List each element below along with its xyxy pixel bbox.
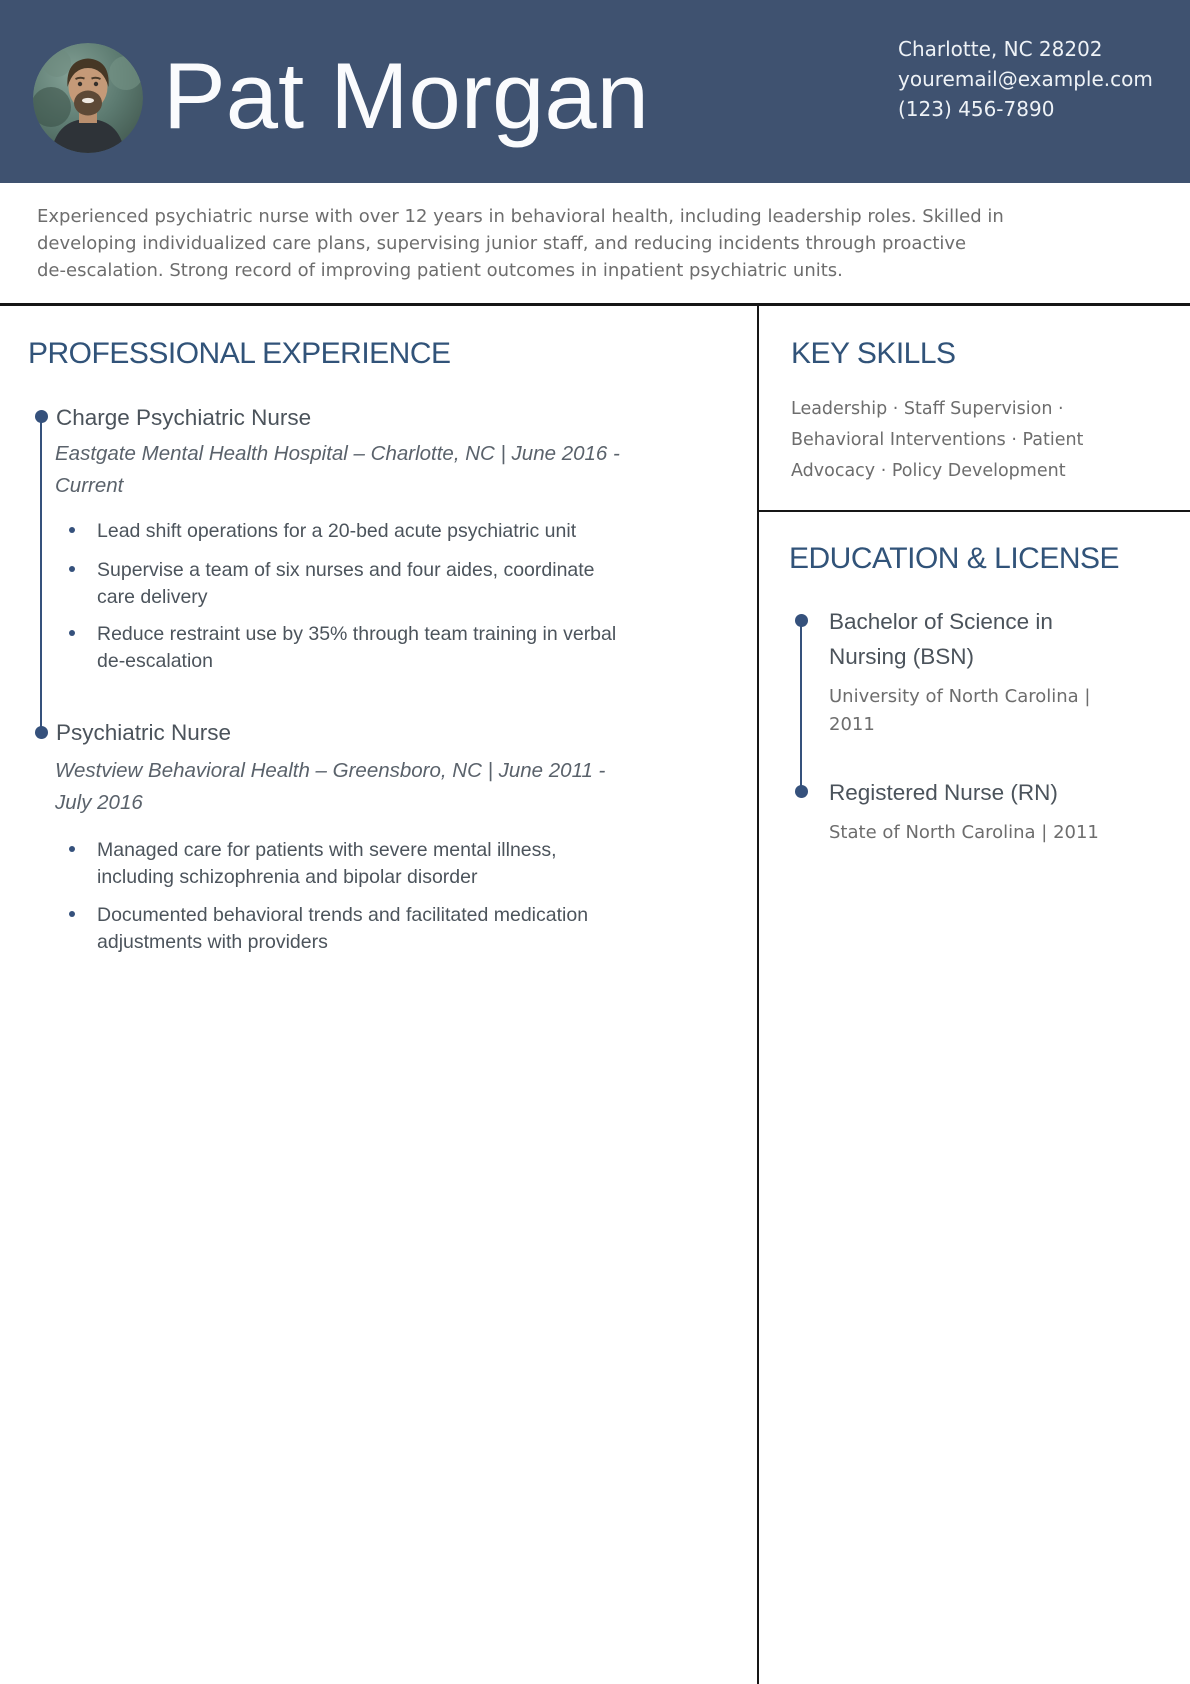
timeline-dot [795, 614, 808, 627]
contact-block [898, 34, 1153, 124]
summary-paragraph [37, 203, 1004, 284]
education-title-line: Nursing (BSN) [829, 644, 975, 669]
timeline-dot [35, 726, 48, 739]
job-bullet [69, 557, 595, 611]
bullet-marker-icon [69, 527, 75, 533]
bullet-line: Reduce restraint use by 35% through team training in verbal [97, 623, 617, 645]
bullet-marker-icon [69, 630, 75, 636]
horizontal-divider [0, 303, 1190, 306]
bullet-line: care delivery [97, 586, 208, 608]
skills-heading: KEY SKILLS [791, 337, 956, 370]
bullet-marker-icon [69, 566, 75, 572]
job-title: Charge Psychiatric Nurse [56, 405, 312, 430]
bullet-marker-icon [69, 846, 75, 852]
job-title: Psychiatric Nurse [56, 720, 232, 745]
contact-location: Charlotte, NC 28202 [898, 37, 1103, 61]
skills-divider [759, 510, 1190, 512]
person-name: Pat Morgan [163, 43, 649, 148]
job-bullet [69, 518, 576, 545]
skills-line: Advocacy · Policy Development [791, 461, 1066, 481]
education-title-line: Bachelor of Science in [829, 609, 1053, 634]
bullet-line: Lead shift operations for a 20-bed acute psychiatric unit [97, 520, 577, 542]
bullet-line: de-escalation [97, 650, 213, 672]
bullet-marker-icon [69, 911, 75, 917]
timeline-dot [795, 785, 808, 798]
job-bullet [69, 837, 557, 891]
education-heading: EDUCATION & LICENSE [789, 542, 1120, 575]
header-band [0, 0, 1190, 183]
job-company [55, 755, 605, 819]
job-company-line: Westview Behavioral Health – Greensboro, NC | June 2011 - [55, 759, 606, 782]
timeline-dot [35, 410, 48, 423]
avatar-photo-icon [33, 43, 143, 153]
bullet-line: adjustments with providers [97, 931, 328, 953]
skills-list [791, 394, 1083, 487]
skills-line: Leadership · Staff Supervision · [791, 399, 1064, 419]
job-company-line: Eastgate Mental Health Hospital – Charlotte, NC | June 2016 - [55, 442, 620, 465]
skills-line: Behavioral Interventions · Patient [791, 430, 1084, 450]
experience-heading: PROFESSIONAL EXPERIENCE [28, 337, 451, 370]
summary-line: Experienced psychiatric nurse with over 12 years in behavioral health, including leadership roles. Skilled in [37, 206, 1004, 227]
experience-timeline-line [40, 416, 43, 732]
education-detail-line: 2011 [829, 714, 875, 735]
education-timeline-line [800, 620, 803, 791]
education-license-title [829, 775, 1058, 810]
contact-phone: (123) 456-7890 [898, 97, 1055, 121]
education-degree-title [829, 604, 1053, 674]
job-company-line: Current [55, 474, 124, 497]
education-detail [829, 819, 1099, 847]
job-company [55, 438, 620, 502]
job-bullet [69, 621, 616, 675]
education-detail-line: State of North Carolina | 2011 [829, 822, 1099, 843]
education-title-line: Registered Nurse (RN) [829, 780, 1058, 805]
job-company-line: July 2016 [55, 791, 143, 814]
bullet-line: Managed care for patients with severe mental illness, [97, 839, 557, 861]
summary-line: de-escalation. Strong record of improving patient outcomes in inpatient psychiatric units. [37, 260, 843, 281]
job-bullet [69, 902, 588, 956]
avatar [33, 43, 143, 153]
bullet-line: including schizophrenia and bipolar disorder [97, 866, 478, 888]
education-detail-line: University of North Carolina | [829, 686, 1091, 707]
bullet-line: Documented behavioral trends and facilitated medication [97, 904, 589, 926]
contact-email: youremail@example.com [898, 67, 1153, 91]
education-detail [829, 683, 1091, 739]
summary-line: developing individualized care plans, supervising junior staff, and reducing incidents through proactive [37, 233, 967, 254]
bullet-line: Supervise a team of six nurses and four aides, coordinate [97, 559, 595, 581]
